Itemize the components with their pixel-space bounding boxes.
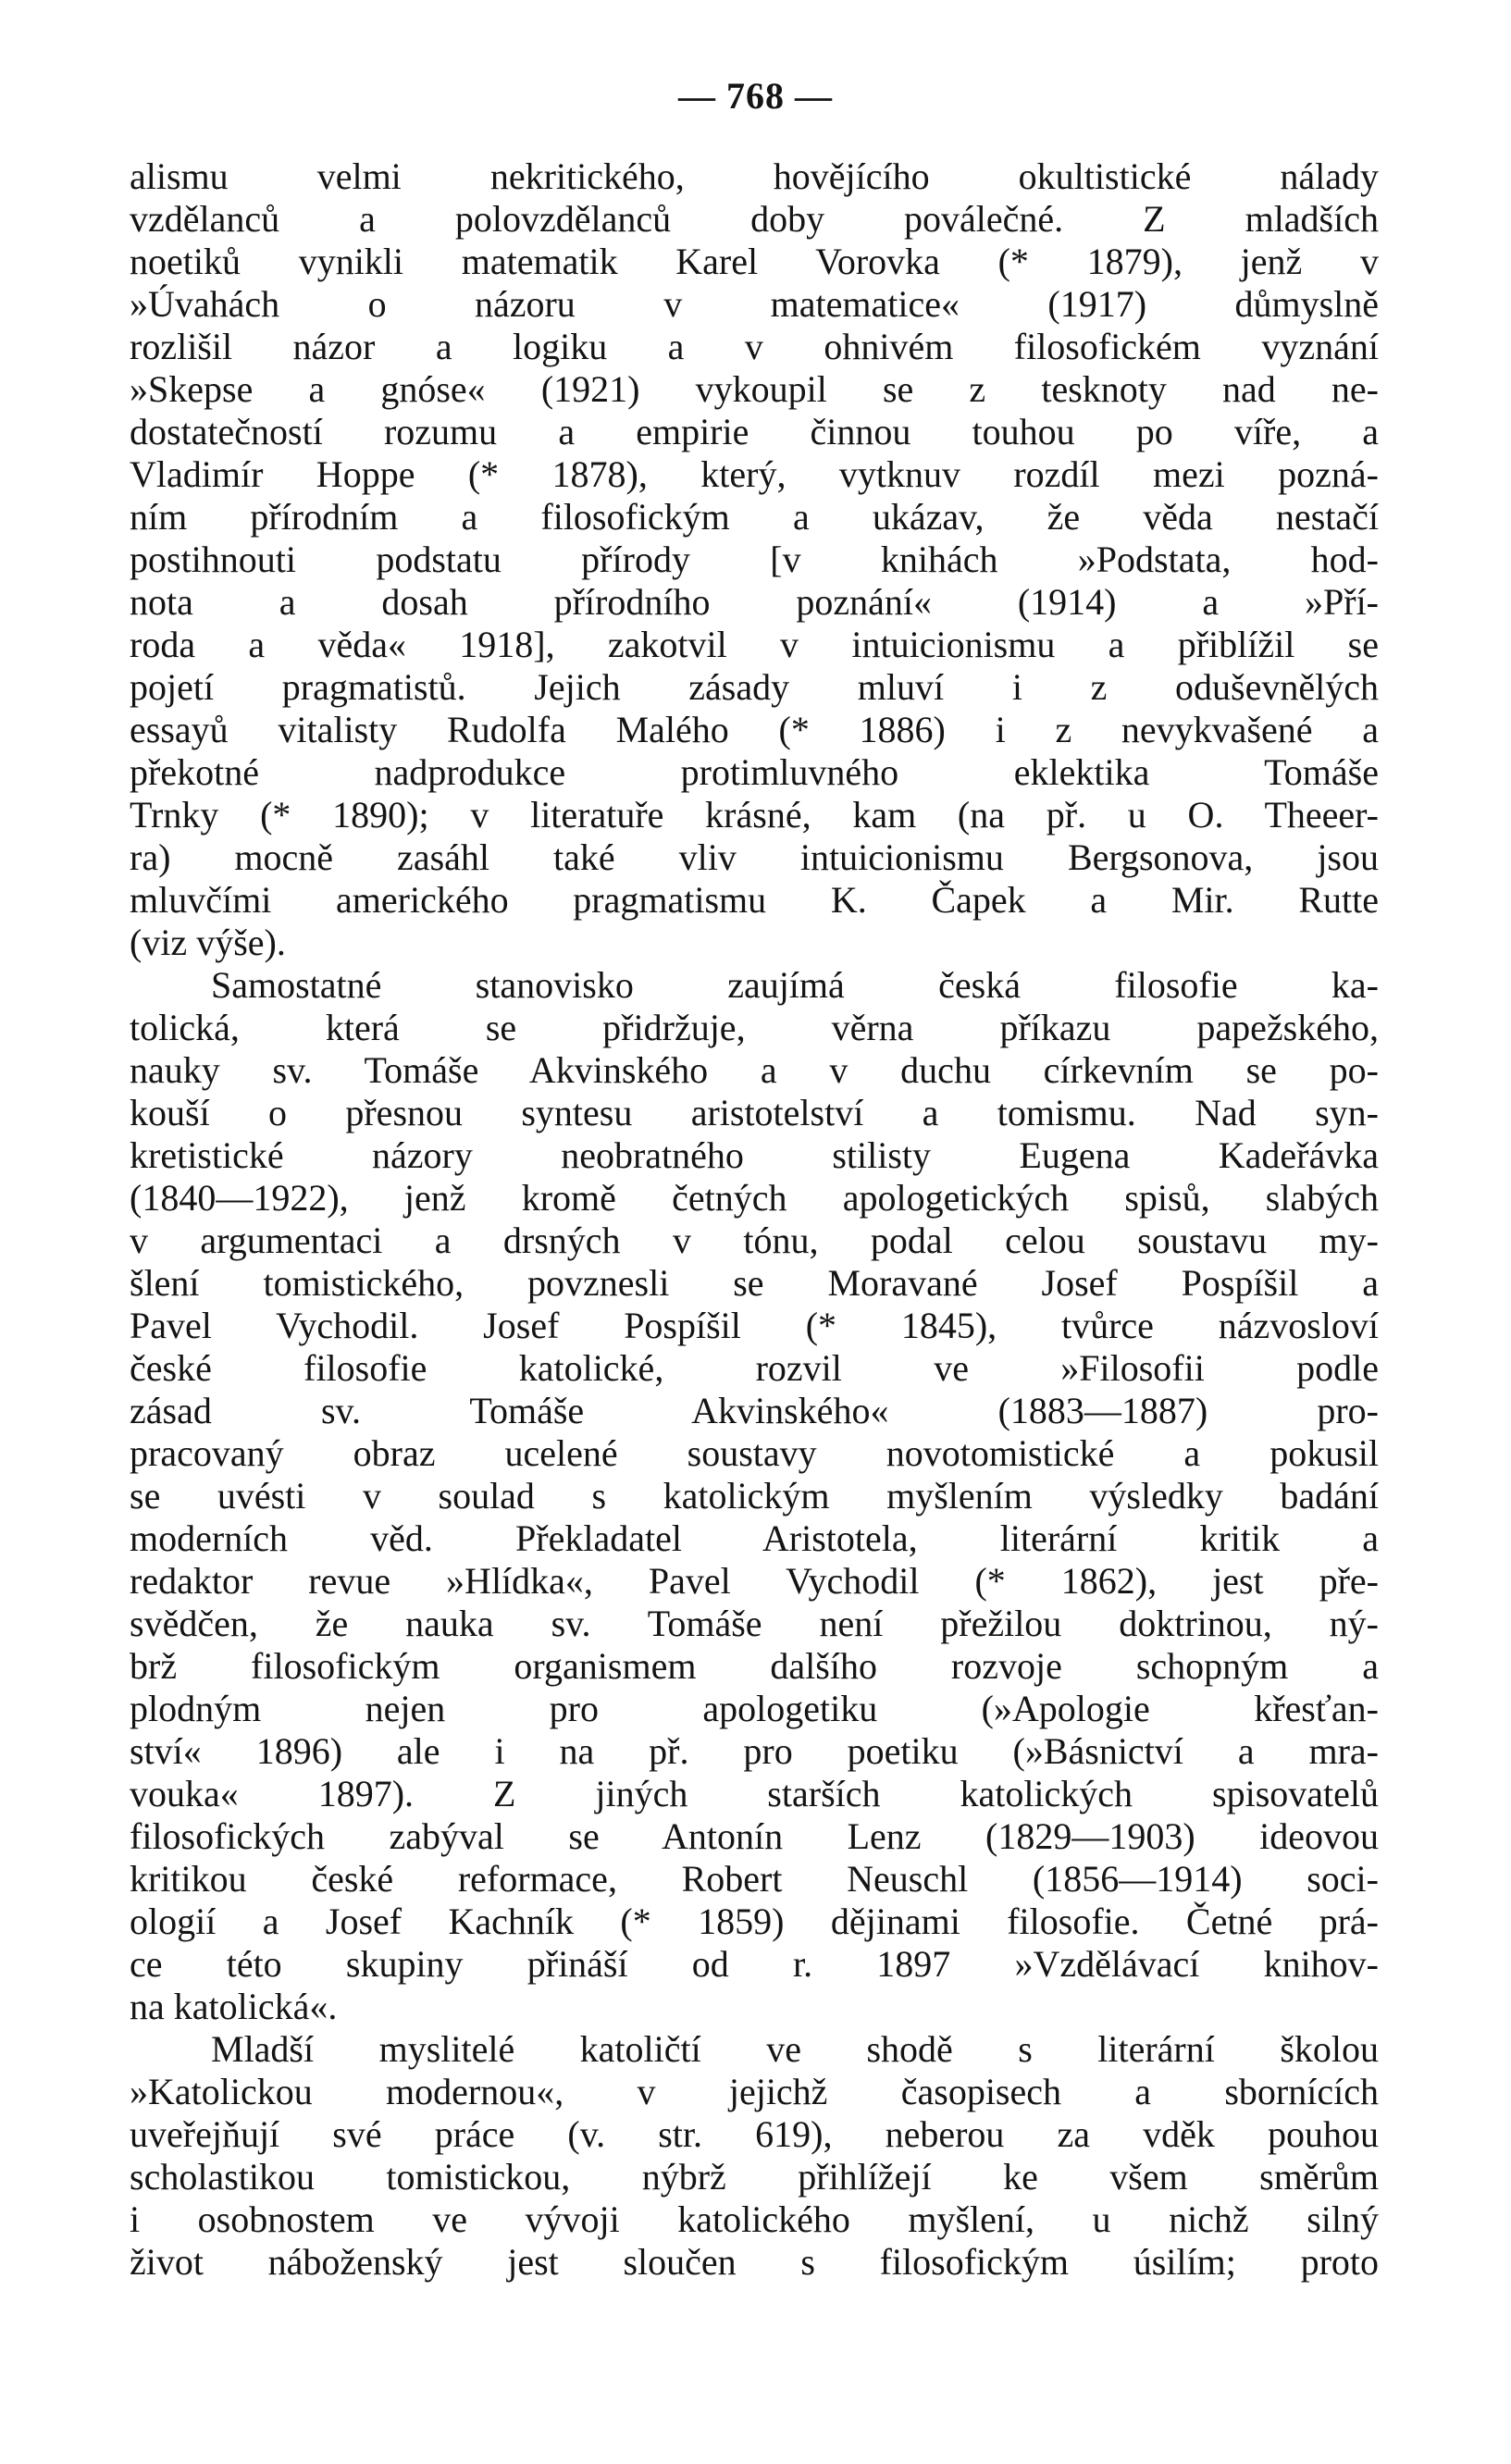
page-number: — 768 — bbox=[678, 75, 833, 117]
text-line: ce této skupiny přináší od r. 1897 »Vzdělávací knihov- bbox=[130, 1943, 1379, 1985]
text-line: essayů vitalisty Rudolfa Malého (* 1886) i z nevykvašené a bbox=[130, 709, 1379, 750]
body-text bbox=[130, 155, 1379, 2284]
text-line: ologií a Josef Kachník (* 1859) dějinami filosofie. Četné prá- bbox=[130, 1901, 1379, 1942]
text-line: Samostatné stanovisko zaujímá česká filosofie ka- bbox=[211, 964, 1379, 1006]
text-line: alismu velmi nekritického, hovějícího okultistické nálady bbox=[130, 155, 1379, 197]
text-line: šlení tomistického, povznesli se Moravané Josef Pospíšil a bbox=[130, 1262, 1379, 1304]
text-line: pracovaný obraz ucelené soustavy novotomistické a pokusil bbox=[130, 1432, 1379, 1474]
text-line: postihnouti podstatu přírody [v knihách »Podstata, hod- bbox=[130, 539, 1379, 580]
text-line: filosofických zabýval se Antonín Lenz (1829—1903) ideovou bbox=[130, 1815, 1379, 1857]
text-line: české filosofie katolické, rozvil ve »Filosofii podle bbox=[130, 1347, 1379, 1389]
text-line: se uvésti v soulad s katolickým myšlením výsledky badání bbox=[130, 1475, 1379, 1517]
text-line: svědčen, že nauka sv. Tomáše není přežilou doktrinou, ný- bbox=[130, 1603, 1379, 1644]
text-line: na katolická«. bbox=[130, 1986, 338, 2027]
text-line: překotné nadprodukce protimluvného eklektika Tomáše bbox=[130, 751, 1379, 793]
text-line: nota a dosah přírodního poznání« (1914) a »Pří- bbox=[130, 581, 1379, 623]
text-line: Mladší myslitelé katoličtí ve shodě s literární školou bbox=[211, 2028, 1379, 2070]
text-line: kritikou české reformace, Robert Neuschl (1856—1914) soci- bbox=[130, 1858, 1379, 1900]
text-line: »Úvahách o názoru v matematice« (1917) důmyslně bbox=[130, 283, 1379, 325]
text-line: Vladimír Hoppe (* 1878), který, vytknuv rozdíl mezi pozná- bbox=[130, 453, 1379, 495]
text-line: uveřejňují své práce (v. str. 619), neberou za vděk pouhou bbox=[130, 2113, 1379, 2155]
text-line: tolická, která se přidržuje, věrna příkazu papežského, bbox=[130, 1007, 1379, 1048]
text-line: ním přírodním a filosofickým a ukázav, že věda nestačí bbox=[130, 496, 1379, 538]
text-line: život náboženský jest sloučen s filosofickým úsilím; proto bbox=[130, 2241, 1379, 2283]
text-line: kretistické názory neobratného stilisty Eugena Kadeřávka bbox=[130, 1134, 1379, 1176]
text-line: i osobnostem ve vývoji katolického myšlení, u nichž silný bbox=[130, 2198, 1379, 2240]
text-line: »Skepse a gnóse« (1921) vykoupil se z tesknoty nad ne- bbox=[130, 368, 1379, 410]
text-line: vouka« 1897). Z jiných starších katolických spisovatelů bbox=[130, 1773, 1379, 1814]
text-line: v argumentaci a drsných v tónu, podal celou soustavu my- bbox=[130, 1220, 1379, 1261]
text-line: mluvčími amerického pragmatismu K. Čapek a Mir. Rutte bbox=[130, 879, 1379, 921]
text-line: (viz výše). bbox=[130, 922, 286, 963]
text-line: zásad sv. Tomáše Akvinského« (1883—1887) pro- bbox=[130, 1390, 1379, 1431]
text-line: moderních věd. Překladatel Aristotela, literární kritik a bbox=[130, 1517, 1379, 1559]
text-line: vzdělanců a polovzdělanců doby poválečné. Z mladších bbox=[130, 198, 1379, 240]
text-line: ství« 1896) ale i na př. pro poetiku (»Básnictví a mra- bbox=[130, 1730, 1379, 1772]
text-line: Trnky (* 1890); v literatuře krásné, kam (na př. u O. Theeer- bbox=[130, 794, 1379, 836]
text-line: rozlišil názor a logiku a v ohnivém filosofickém vyznání bbox=[130, 326, 1379, 367]
text-line: roda a věda« 1918], zakotvil v intuicionismu a přiblížil se bbox=[130, 624, 1379, 665]
text-line: dostatečností rozumu a empirie činnou touhou po víře, a bbox=[130, 411, 1379, 452]
text-line: pojetí pragmatistů. Jejich zásady mluví i z oduševnělých bbox=[130, 666, 1379, 708]
text-line: ra) mocně zasáhl také vliv intuicionismu Bergsonova, jsou bbox=[130, 836, 1379, 878]
text-line: (1840—1922), jenž kromě četných apologetických spisů, slabých bbox=[130, 1177, 1379, 1219]
text-line: »Katolickou modernou«, v jejichž časopisech a sbornících bbox=[130, 2071, 1379, 2112]
text-line: scholastikou tomistickou, nýbrž přihlížejí ke všem směrům bbox=[130, 2156, 1379, 2198]
text-line: plodným nejen pro apologetiku (»Apologie křesťan- bbox=[130, 1688, 1379, 1729]
text-line: redaktor revue »Hlídka«, Pavel Vychodil (* 1862), jest pře- bbox=[130, 1560, 1379, 1602]
text-line: brž filosofickým organismem dalšího rozvoje schopným a bbox=[130, 1645, 1379, 1687]
text-line: noetiků vynikli matematik Karel Vorovka (* 1879), jenž v bbox=[130, 241, 1379, 282]
text-line: nauky sv. Tomáše Akvinského a v duchu církevním se po- bbox=[130, 1049, 1379, 1091]
text-line: Pavel Vychodil. Josef Pospíšil (* 1845), tvůrce názvosloví bbox=[130, 1305, 1379, 1346]
text-line: kouší o přesnou syntesu aristotelství a tomismu. Nad syn- bbox=[130, 1092, 1379, 1133]
